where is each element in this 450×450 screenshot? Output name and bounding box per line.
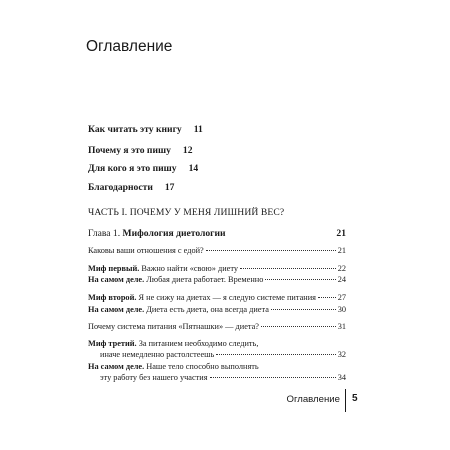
dot-leader [206, 250, 336, 251]
dot-leader [318, 297, 336, 298]
entry-lead: Миф третий. [88, 339, 137, 348]
front-item-page: 12 [182, 145, 193, 156]
toc-heading: Оглавление [86, 38, 173, 55]
front-item-page: 11 [193, 124, 203, 135]
front-item-title: Для кого я это пишу [88, 163, 177, 174]
front-item-title: Почему я это пишу [88, 145, 171, 156]
toc-entry [88, 304, 346, 315]
footer-divider [345, 389, 346, 412]
front-item-acknowledgements [88, 182, 174, 193]
entry-lead: На самом деле. [88, 275, 145, 284]
entry-text: За питанием необходимо следить, [138, 339, 259, 348]
entry-page: 24 [337, 275, 346, 284]
entry-continuation: иначе немедленно растолстеешь [100, 350, 215, 359]
front-item-title: Благодарности [88, 182, 153, 193]
entry-text: Я не сижу на диетах — я следую системе питания [138, 293, 316, 302]
front-item-page: 14 [188, 163, 199, 174]
dot-leader [265, 279, 335, 280]
entry-page: 21 [337, 246, 346, 255]
entry-page: 30 [337, 305, 346, 314]
entry-text: Важно найти «свою» диету [141, 264, 238, 273]
chapter-page: 21 [336, 228, 346, 239]
chapter-heading [88, 228, 346, 239]
chapter-prefix: Глава 1. [88, 228, 121, 239]
entry-page: 27 [337, 293, 346, 302]
page-number: 5 [352, 393, 358, 404]
entry-continuation: эту работу без нашего участия [100, 373, 208, 382]
toc-entry [88, 338, 346, 360]
entry-page: 34 [337, 373, 346, 382]
chapter-title: Мифология диетологии [122, 228, 226, 239]
toc-entry [88, 263, 346, 274]
front-item-page: 17 [164, 182, 175, 193]
entry-page: 32 [337, 350, 346, 359]
entry-text: Диета есть диета, она всегда диета [146, 305, 269, 314]
entry-page: 31 [337, 322, 346, 331]
toc-entry [88, 292, 346, 303]
dot-leader [216, 354, 335, 355]
front-item-how-to-read [88, 124, 203, 135]
entry-text: Наше тело способно выполнять [146, 362, 259, 371]
entry-text: Любая диета работает. Временно [146, 275, 264, 284]
dot-leader [240, 268, 336, 269]
dot-leader [210, 377, 336, 378]
toc-entry [88, 321, 346, 332]
entry-lead: Миф первый. [88, 264, 140, 273]
dot-leader [271, 309, 336, 310]
toc-entry [88, 361, 346, 383]
entry-lead: На самом деле. [88, 305, 145, 314]
front-item-for-whom [88, 163, 198, 174]
toc-entry [88, 274, 346, 285]
toc-entry [88, 245, 346, 256]
dot-leader [261, 326, 336, 327]
part-heading: ЧАСТЬ I. ПОЧЕМУ У МЕНЯ ЛИШНИЙ ВЕС? [88, 207, 285, 218]
entry-lead: На самом деле. [88, 362, 145, 371]
entry-text: Почему система питания «Пятнашки» — диета? [88, 322, 259, 331]
entry-text: Каковы ваши отношения с едой? [88, 246, 204, 255]
footer-running-head: Оглавление [286, 394, 340, 405]
front-item-title: Как читать эту книгу [88, 124, 182, 135]
front-item-why-i-write [88, 145, 192, 156]
entry-lead: Миф второй. [88, 293, 137, 302]
entry-page: 22 [337, 264, 346, 273]
